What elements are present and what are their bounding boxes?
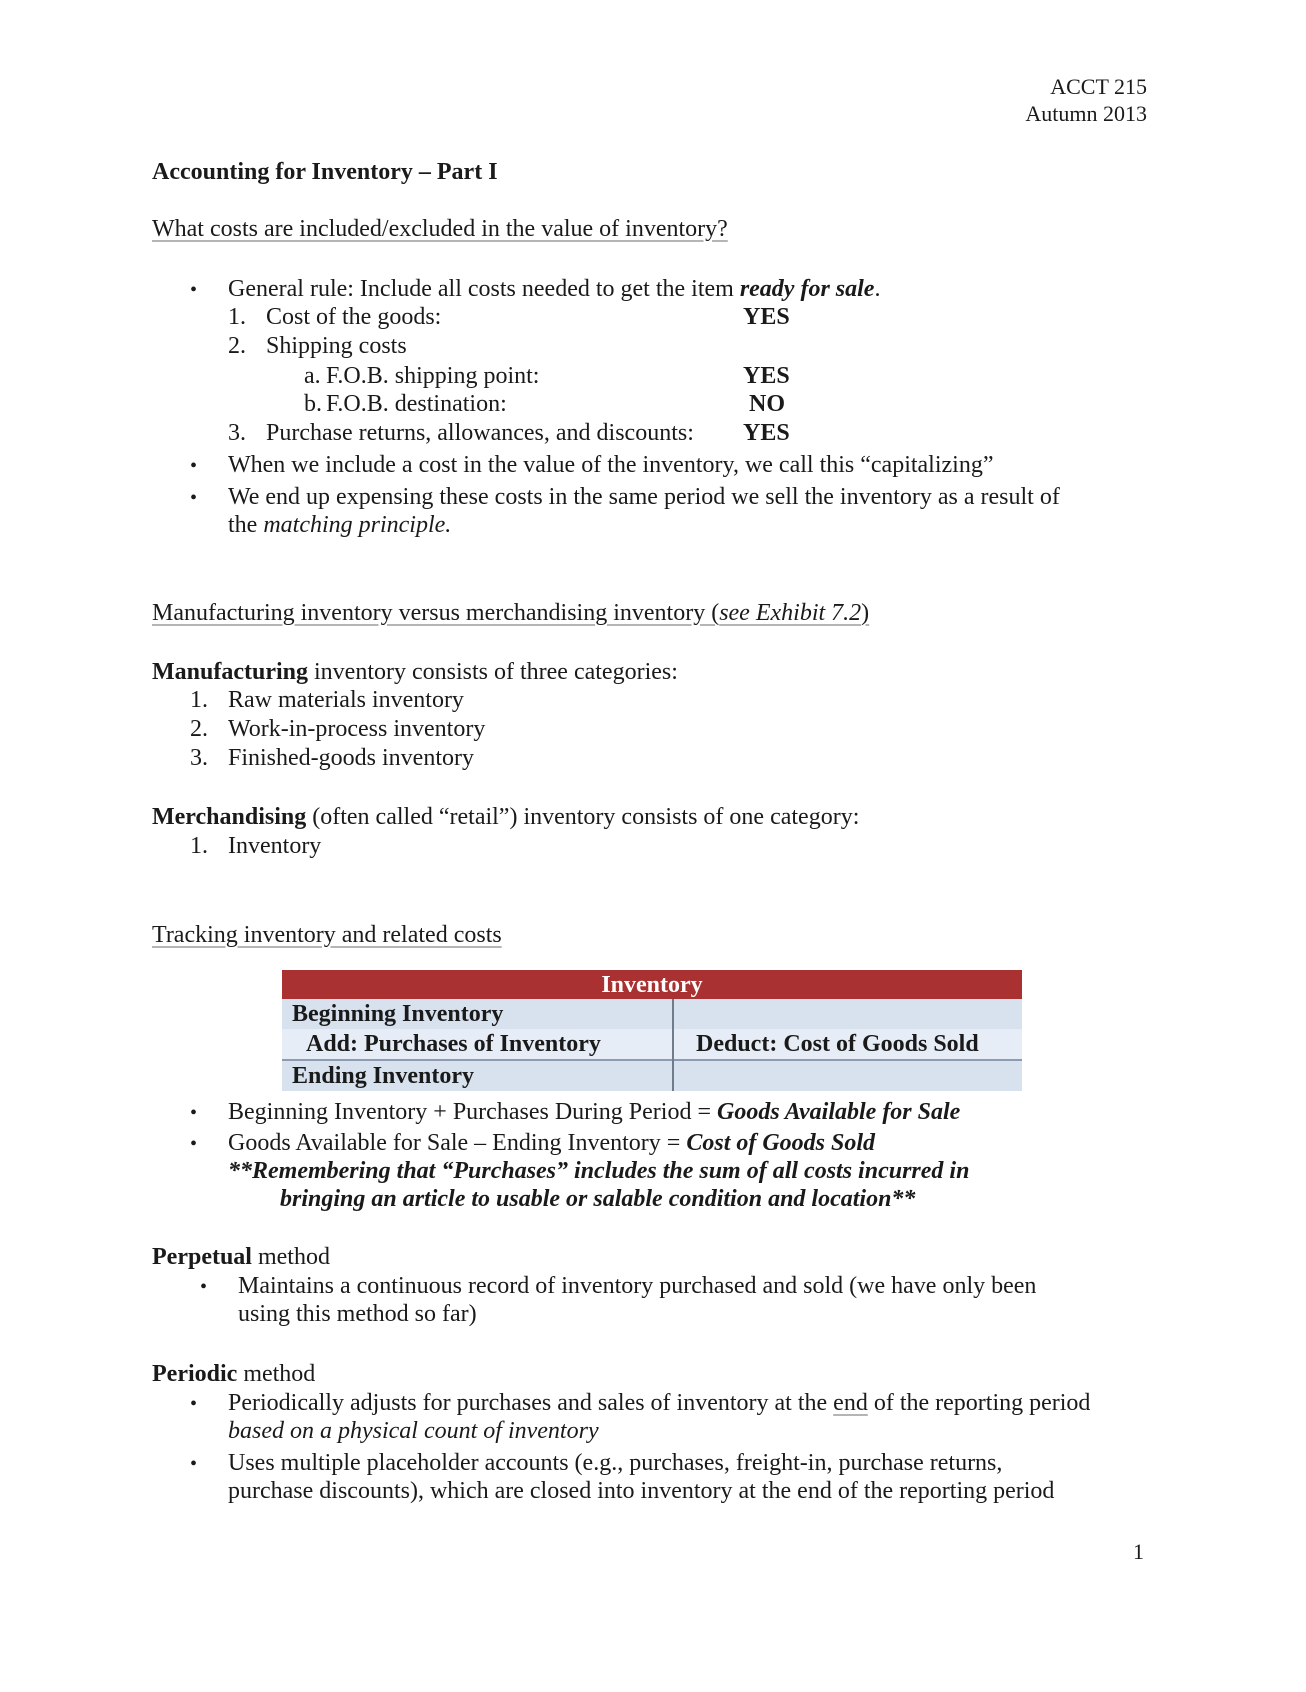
perpetual-description-line1: Maintains a continuous record of inventory purchased and sold (we have only been xyxy=(238,1273,1037,1299)
equation-cogs xyxy=(228,1131,875,1155)
periodic-underlined-word: end xyxy=(833,1390,868,1416)
list-item-value: YES xyxy=(743,363,790,389)
matching-text-line2 xyxy=(228,513,451,537)
general-rule xyxy=(228,277,880,301)
bullet-icon: • xyxy=(190,279,198,301)
list-item-label: Cost of the goods: xyxy=(266,304,442,330)
equation-text: Beginning Inventory + Purchases During Period = xyxy=(228,1099,717,1125)
list-item-label: Finished-goods inventory xyxy=(228,745,474,771)
perpetual-description-line2: using this method so far) xyxy=(238,1301,477,1327)
perpetual-suffix: method xyxy=(251,1244,330,1270)
list-item-value: YES xyxy=(743,420,790,446)
section-heading-costs: What costs are included/excluded in the value of inventory? xyxy=(152,216,728,242)
periodic-text: Periodically adjusts for purchases and sales of inventory at the xyxy=(228,1390,834,1416)
periodic-term: Periodic xyxy=(152,1361,238,1387)
purchases-note-line1: **Remembering that “Purchases” includes the sum of all costs incurred in xyxy=(228,1158,970,1184)
page-number: 1 xyxy=(1133,1539,1144,1564)
perpetual-heading xyxy=(152,1245,330,1269)
merchandising-intro xyxy=(152,805,859,829)
list-item-value: NO xyxy=(749,391,785,417)
list-number: 3. xyxy=(190,745,208,771)
list-number: 3. xyxy=(228,420,246,446)
general-rule-text: General rule: Include all costs needed to get the item xyxy=(228,276,740,302)
equation-goods-available xyxy=(228,1100,960,1124)
general-rule-emphasis: ready for sale xyxy=(739,276,875,302)
list-number: 1. xyxy=(228,304,246,330)
deduct-cogs-cell: Deduct: Cost of Goods Sold xyxy=(673,1029,1022,1060)
perpetual-term: Perpetual xyxy=(152,1244,252,1270)
bullet-icon: • xyxy=(190,455,198,477)
merchandising-description: (often called “retail”) inventory consists of one category: xyxy=(306,804,860,830)
inventory-t-account-table xyxy=(282,970,1022,1091)
periodic-bullet2-line1: Uses multiple placeholder accounts (e.g., purchases, freight-in, purchase returns, xyxy=(228,1450,1003,1476)
ending-inventory-cell: Ending Inventory xyxy=(282,1060,673,1091)
list-item-label: F.O.B. destination: xyxy=(326,391,507,417)
equation-result: Goods Available for Sale xyxy=(717,1099,961,1125)
page-title: Accounting for Inventory – Part I xyxy=(152,159,498,185)
course-term: Autumn 2013 xyxy=(1025,101,1147,126)
equation-text: Goods Available for Sale – Ending Inventory = xyxy=(228,1130,687,1156)
periodic-bullet1-line2: based on a physical count of inventory xyxy=(228,1418,599,1444)
manufacturing-description: inventory consists of three categories: xyxy=(308,659,678,685)
bullet-icon: • xyxy=(190,1102,198,1124)
list-number: 1. xyxy=(190,687,208,713)
list-item-label: Raw materials inventory xyxy=(228,687,464,713)
list-item-label: Shipping costs xyxy=(266,333,407,359)
heading-prefix: Manufacturing inventory versus merchandising inventory ( xyxy=(152,600,720,626)
bullet-icon: • xyxy=(190,1453,198,1475)
bullet-icon: • xyxy=(190,1393,198,1415)
list-item-label: Inventory xyxy=(228,833,322,859)
heading-emphasis: see Exhibit 7.2 xyxy=(719,600,862,626)
capitalizing-text: When we include a cost in the value of the inventory, we call this “capitalizing” xyxy=(228,452,994,478)
list-number: 2. xyxy=(228,333,246,359)
periodic-text: of the reporting period xyxy=(867,1390,1091,1416)
periodic-bullet2-line2: purchase discounts), which are closed into inventory at the end of the reporting period xyxy=(228,1478,1055,1504)
empty-cell xyxy=(673,1060,1022,1091)
sublist-letter: b. xyxy=(304,391,322,417)
matching-emphasis: matching principle. xyxy=(263,512,452,538)
equation-result: Cost of Goods Sold xyxy=(686,1130,876,1156)
merchandising-term: Merchandising xyxy=(152,804,307,830)
list-item-value: YES xyxy=(743,304,790,330)
bullet-icon: • xyxy=(200,1276,208,1298)
section-heading-tracking: Tracking inventory and related costs xyxy=(152,922,502,948)
beginning-inventory-cell: Beginning Inventory xyxy=(282,999,673,1029)
bullet-icon: • xyxy=(190,1133,198,1155)
list-item-label: Purchase returns, allowances, and discounts: xyxy=(266,420,694,446)
section-heading-manufacturing-vs-merchandising xyxy=(152,601,869,625)
list-number: 1. xyxy=(190,833,208,859)
periodic-suffix: method xyxy=(237,1361,316,1387)
general-rule-suffix: . xyxy=(874,276,881,302)
matching-prefix: the xyxy=(228,512,264,538)
purchases-note-line2: bringing an article to usable or salable condition and location** xyxy=(280,1186,916,1212)
course-code: ACCT 215 xyxy=(1050,74,1147,99)
manufacturing-term: Manufacturing xyxy=(152,659,308,685)
list-item-label: Work-in-process inventory xyxy=(228,716,486,742)
list-item-label: F.O.B. shipping point: xyxy=(326,363,540,389)
list-number: 2. xyxy=(190,716,208,742)
table-title: Inventory xyxy=(282,970,1022,999)
empty-cell xyxy=(673,999,1022,1029)
matching-text-line1: We end up expensing these costs in the same period we sell the inventory as a result of xyxy=(228,484,1060,510)
manufacturing-intro xyxy=(152,660,678,684)
periodic-heading xyxy=(152,1362,315,1386)
sublist-letter: a. xyxy=(304,363,321,389)
periodic-bullet1-line1 xyxy=(228,1391,1090,1415)
heading-suffix: ) xyxy=(861,600,870,626)
bullet-icon: • xyxy=(190,487,198,509)
add-purchases-cell: Add: Purchases of Inventory xyxy=(282,1029,673,1060)
